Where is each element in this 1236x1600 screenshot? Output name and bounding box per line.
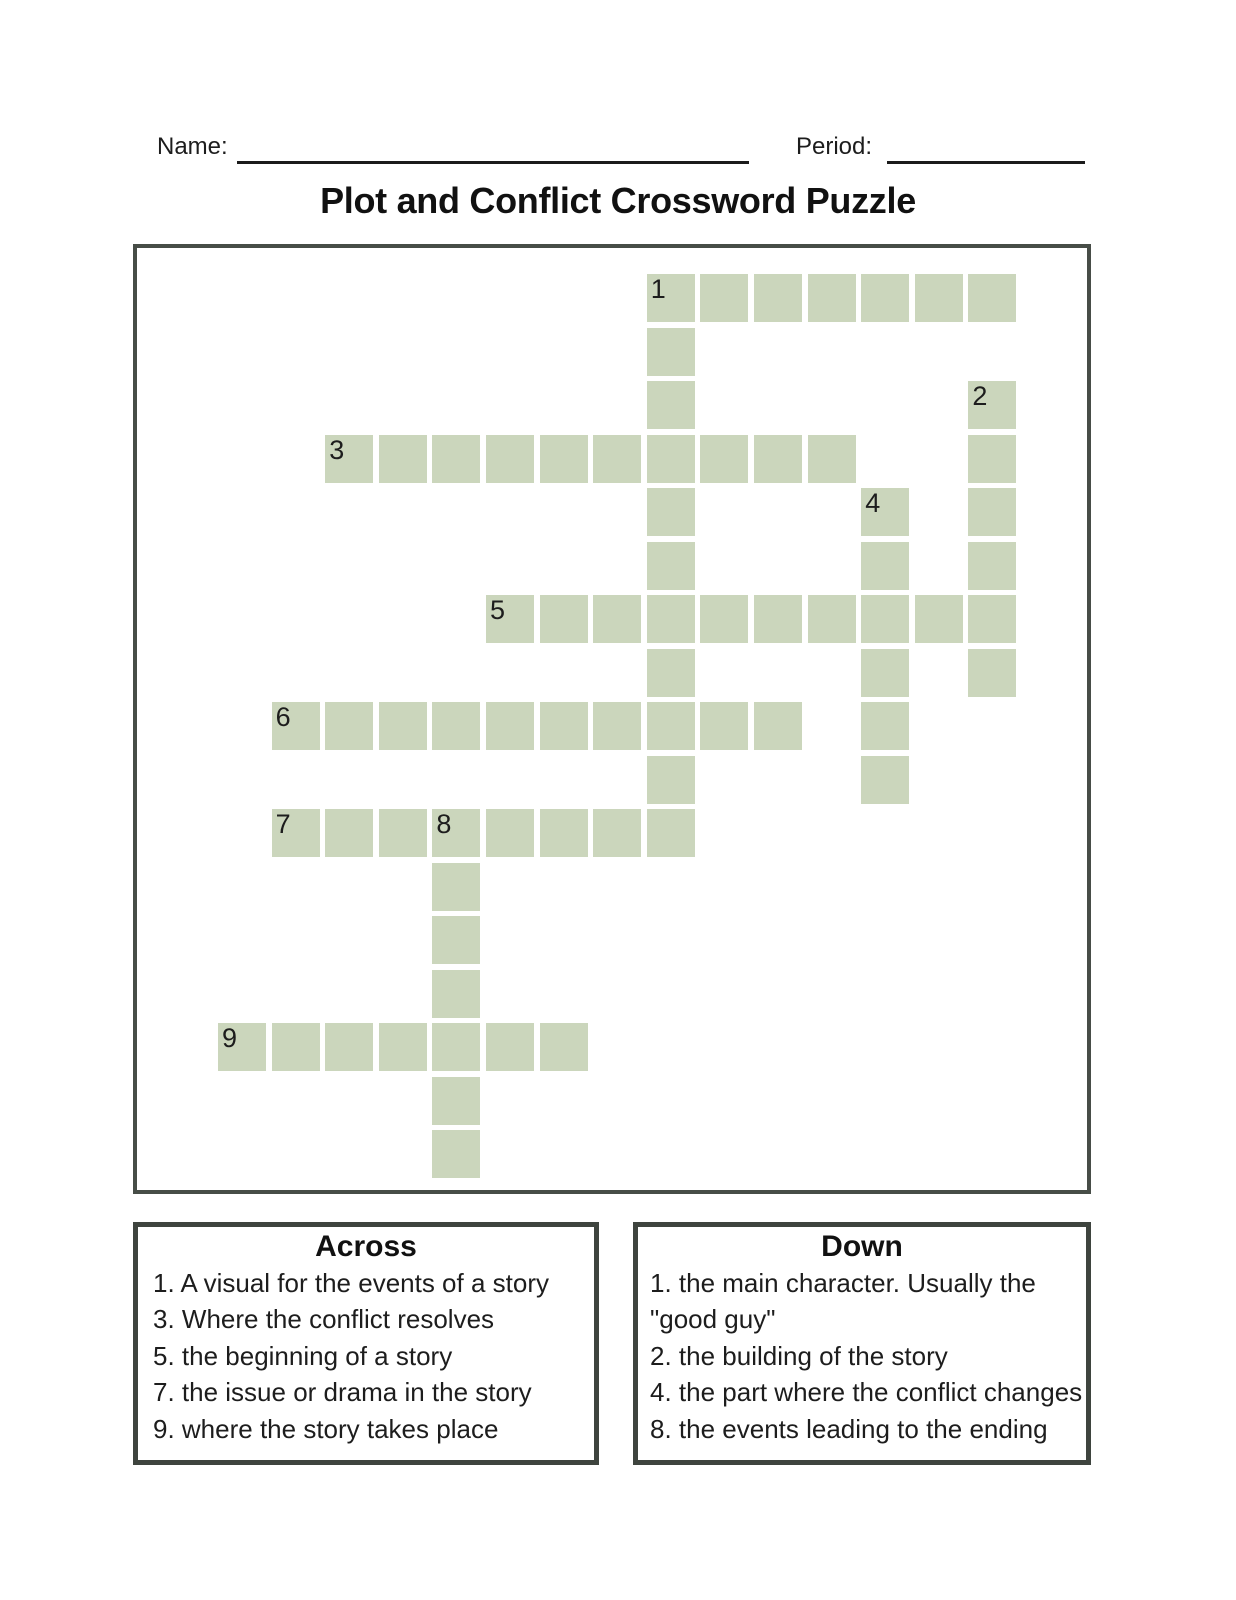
cell-number-5: 5 bbox=[490, 595, 506, 625]
grid-cell-r0c8[interactable] bbox=[647, 274, 695, 322]
grid-cell-r12c4[interactable] bbox=[432, 916, 480, 964]
grid-cell-r8c6[interactable] bbox=[540, 702, 588, 750]
grid-cell-r14c3[interactable] bbox=[379, 1023, 427, 1071]
grid-cell-r10c4[interactable] bbox=[432, 809, 480, 857]
grid-cell-r10c3[interactable] bbox=[379, 809, 427, 857]
name-input-line[interactable] bbox=[237, 161, 749, 164]
grid-cell-r2c14[interactable] bbox=[968, 381, 1016, 429]
clue-line-down-4: 4. the part where the conflict changes bbox=[650, 1377, 1083, 1408]
grid-cell-r14c5[interactable] bbox=[486, 1023, 534, 1071]
page-title: Plot and Conflict Crossword Puzzle bbox=[320, 180, 916, 221]
grid-cell-r7c14[interactable] bbox=[968, 649, 1016, 697]
grid-cell-r0c9[interactable] bbox=[700, 274, 748, 322]
grid-cell-r8c4[interactable] bbox=[432, 702, 480, 750]
period-input-line[interactable] bbox=[887, 161, 1085, 164]
crossword-grid bbox=[133, 244, 1091, 1194]
cell-number-7: 7 bbox=[275, 809, 291, 839]
name-label: Name: bbox=[157, 133, 228, 160]
down-clues-box bbox=[633, 1222, 1091, 1465]
cell-number-8: 8 bbox=[436, 809, 452, 839]
clue-line-across-1: 1. A visual for the events of a story bbox=[153, 1268, 549, 1298]
grid-cell-r10c8[interactable] bbox=[647, 809, 695, 857]
grid-cell-r4c12[interactable] bbox=[861, 488, 909, 536]
grid-cell-r0c14[interactable] bbox=[968, 274, 1016, 322]
grid-cell-r14c1[interactable] bbox=[272, 1023, 320, 1071]
across-clue-list bbox=[138, 1265, 594, 1447]
grid-cell-r5c12[interactable] bbox=[861, 542, 909, 590]
grid-cell-r3c10[interactable] bbox=[754, 435, 802, 483]
grid-cell-r8c8[interactable] bbox=[647, 702, 695, 750]
grid-cell-r8c2[interactable] bbox=[325, 702, 373, 750]
grid-cell-r3c6[interactable] bbox=[540, 435, 588, 483]
cell-number-6: 6 bbox=[275, 702, 291, 732]
grid-cell-r6c13[interactable] bbox=[915, 595, 963, 643]
cell-number-1: 1 bbox=[650, 274, 666, 304]
grid-cell-r15c4[interactable] bbox=[432, 1077, 480, 1125]
grid-cell-r16c4[interactable] bbox=[432, 1130, 480, 1178]
grid-cell-r8c9[interactable] bbox=[700, 702, 748, 750]
clue-line-down-1: 1. the main character. Usually the bbox=[650, 1268, 1036, 1298]
period-label: Period: bbox=[796, 133, 873, 160]
grid-cell-r3c8[interactable] bbox=[647, 435, 695, 483]
grid-cell-r6c6[interactable] bbox=[540, 595, 588, 643]
grid-cell-r9c8[interactable] bbox=[647, 756, 695, 804]
grid-cell-r3c2[interactable] bbox=[325, 435, 373, 483]
grid-cell-r14c4[interactable] bbox=[432, 1023, 480, 1071]
grid-cell-r2c8[interactable] bbox=[647, 381, 695, 429]
grid-cell-r0c13[interactable] bbox=[915, 274, 963, 322]
grid-cell-r3c4[interactable] bbox=[432, 435, 480, 483]
grid-cell-r3c5[interactable] bbox=[486, 435, 534, 483]
cell-number-3: 3 bbox=[329, 434, 345, 465]
grid-cell-r10c5[interactable] bbox=[486, 809, 534, 857]
grid-cell-r6c11[interactable] bbox=[808, 595, 856, 643]
grid-cell-r6c7[interactable] bbox=[593, 595, 641, 643]
clue-line-across-4: 7. the issue or drama in the story bbox=[153, 1377, 532, 1408]
clue-line-down-5: 8. the events leading to the ending bbox=[650, 1413, 1048, 1444]
clue-line-across-2: 3. Where the conflict resolves bbox=[153, 1304, 495, 1335]
cell-number-9: 9 bbox=[222, 1023, 238, 1053]
cell-number-4: 4 bbox=[865, 488, 881, 518]
clue-line-across-3: 5. the beginning of a story bbox=[153, 1340, 453, 1371]
grid-cell-r0c10[interactable] bbox=[754, 274, 802, 322]
grid-cell-r14c0[interactable] bbox=[218, 1023, 266, 1071]
grid-cell-r7c8[interactable] bbox=[647, 649, 695, 697]
grid-cell-r1c8[interactable] bbox=[647, 328, 695, 376]
grid-cell-r5c8[interactable] bbox=[647, 542, 695, 590]
grid-cell-r11c4[interactable] bbox=[432, 863, 480, 911]
grid-cell-r10c1[interactable] bbox=[272, 809, 320, 857]
grid-cell-r3c14[interactable] bbox=[968, 435, 1016, 483]
grid-cell-r10c6[interactable] bbox=[540, 809, 588, 857]
grid-cell-r8c1[interactable] bbox=[272, 702, 320, 750]
clue-line-down-3: 2. the building of the story bbox=[650, 1340, 948, 1371]
grid-cell-r6c8[interactable] bbox=[647, 595, 695, 643]
grid-cell-r10c2[interactable] bbox=[325, 809, 373, 857]
grid-cell-r4c8[interactable] bbox=[647, 488, 695, 536]
grid-cell-r8c5[interactable] bbox=[486, 702, 534, 750]
grid-cell-r3c11[interactable] bbox=[808, 435, 856, 483]
cell-number-2: 2 bbox=[972, 381, 988, 411]
clue-line-across-5: 9. where the story takes place bbox=[153, 1413, 499, 1444]
grid-cell-r5c14[interactable] bbox=[968, 542, 1016, 590]
grid-cell-r14c2[interactable] bbox=[325, 1023, 373, 1071]
grid-cell-r8c12[interactable] bbox=[861, 702, 909, 750]
across-clues-box bbox=[133, 1222, 599, 1465]
grid-cell-r13c4[interactable] bbox=[432, 970, 480, 1018]
grid-cell-r0c12[interactable] bbox=[861, 274, 909, 322]
grid-cell-r7c12[interactable] bbox=[861, 649, 909, 697]
down-clue-list bbox=[638, 1265, 1086, 1447]
grid-cell-r6c9[interactable] bbox=[700, 595, 748, 643]
grid-cell-r6c10[interactable] bbox=[754, 595, 802, 643]
grid-cell-r6c5[interactable] bbox=[486, 595, 534, 643]
down-heading: Down bbox=[821, 1230, 903, 1263]
grid-cell-r3c7[interactable] bbox=[593, 435, 641, 483]
grid-cell-r4c14[interactable] bbox=[968, 488, 1016, 536]
grid-cell-r3c9[interactable] bbox=[700, 435, 748, 483]
grid-cell-r6c12[interactable] bbox=[861, 595, 909, 643]
grid-cell-r8c7[interactable] bbox=[593, 702, 641, 750]
grid-cell-r14c6[interactable] bbox=[540, 1023, 588, 1071]
grid-cell-r3c3[interactable] bbox=[379, 435, 427, 483]
grid-cell-r0c11[interactable] bbox=[808, 274, 856, 322]
grid-cell-r6c14[interactable] bbox=[968, 595, 1016, 643]
grid-cell-r10c7[interactable] bbox=[593, 809, 641, 857]
grid-cell-r9c12[interactable] bbox=[861, 756, 909, 804]
clue-line-down-2: "good guy" bbox=[650, 1304, 776, 1335]
grid-cell-r8c3[interactable] bbox=[379, 702, 427, 750]
across-heading: Across bbox=[315, 1230, 417, 1263]
grid-cell-r8c10[interactable] bbox=[754, 702, 802, 750]
